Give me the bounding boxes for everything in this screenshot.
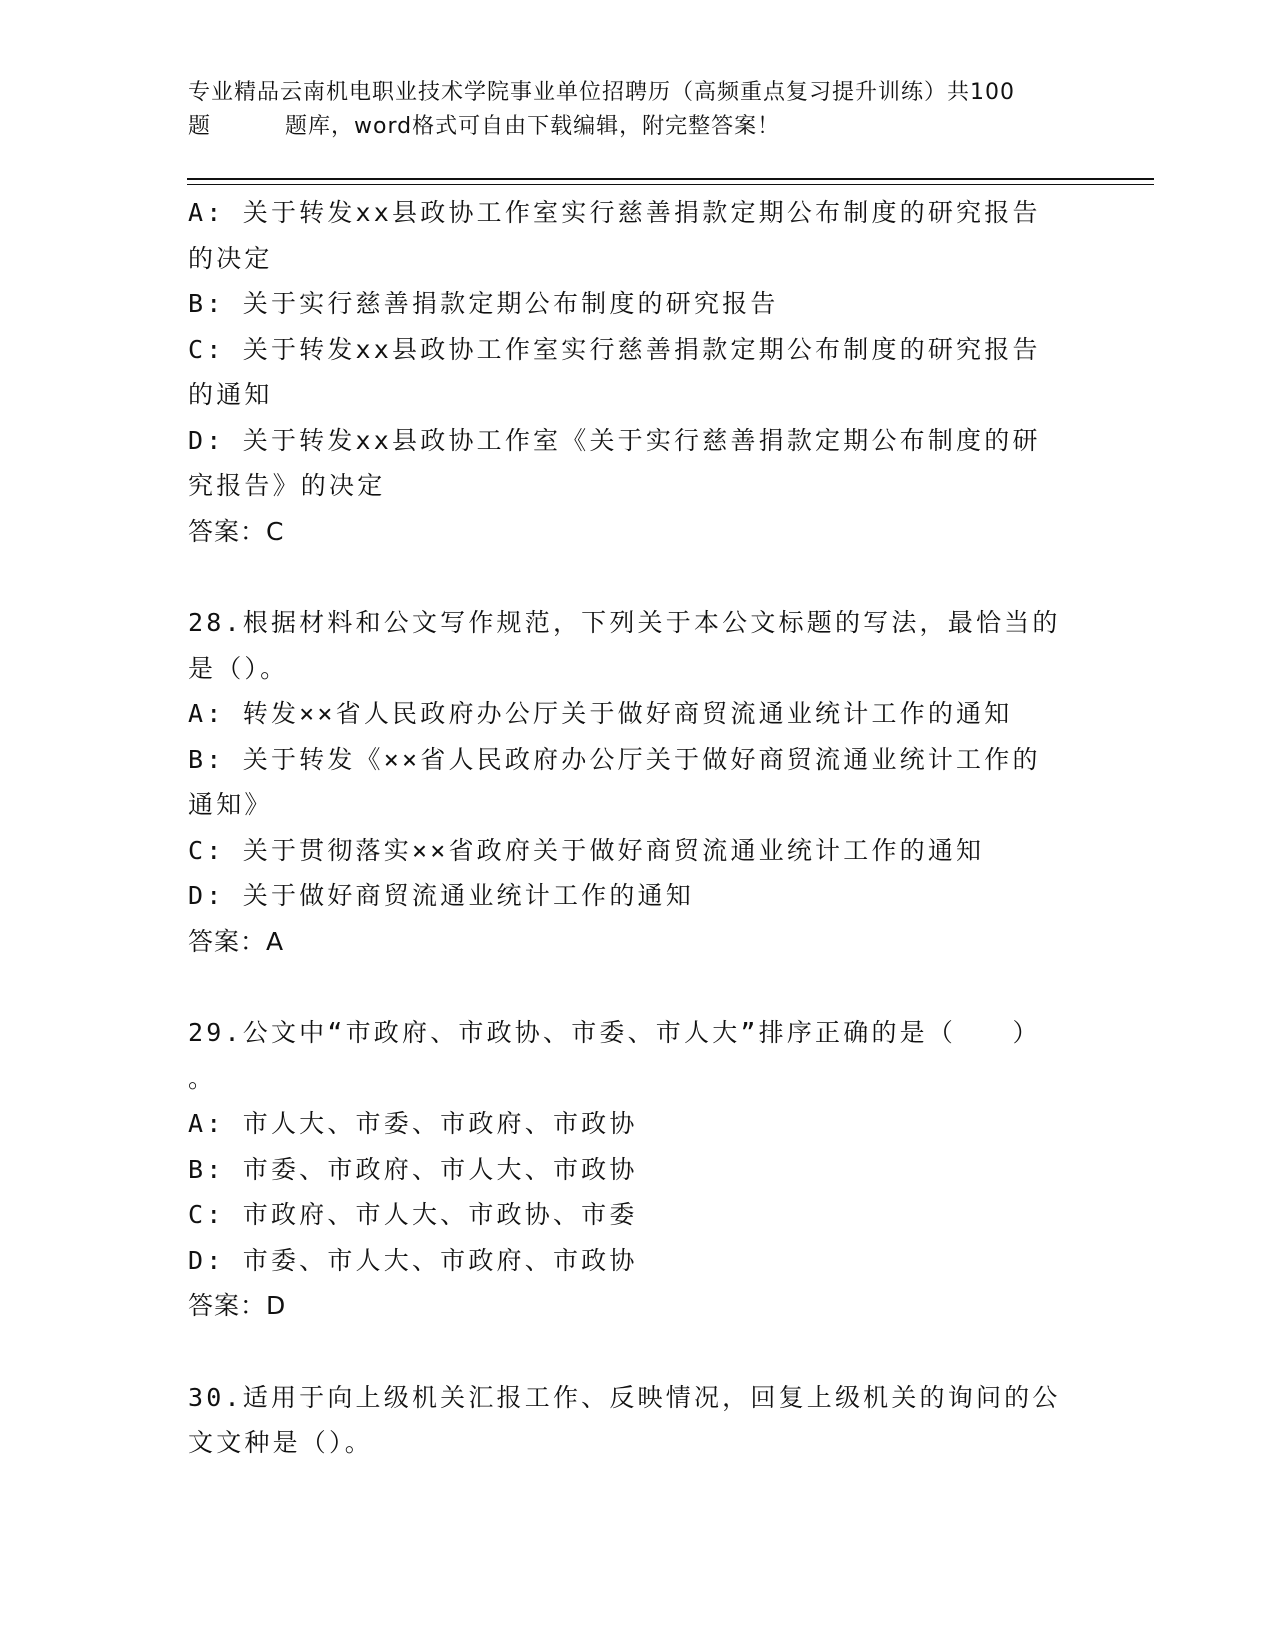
option-d: D: 关于做好商贸流通业统计工作的通知	[188, 881, 694, 910]
header-line-2	[188, 110, 1088, 144]
answer-28: 答案：A	[188, 926, 285, 956]
option-a-line-2: 的决定	[188, 243, 273, 273]
question-30-block	[188, 1375, 1078, 1466]
page-header	[188, 76, 1088, 144]
header-line-2-start: 题	[188, 114, 212, 139]
header-divider-thick	[187, 178, 1154, 180]
question-28-stem-line-2: 是（）。	[188, 653, 289, 683]
option-b-line-2: 通知》	[188, 790, 273, 819]
option-b: B: 关于实行慈善捐款定期公布制度的研究报告	[188, 289, 779, 318]
question-30-stem-line-2: 文文种是（）。	[188, 1428, 373, 1457]
option-a: A: 转发××省人民政府办公厅关于做好商贸流通业统计工作的通知	[188, 699, 1013, 728]
header-line-2-rest: 题库，word格式可自由下载编辑，附完整答案！	[285, 114, 781, 139]
question-28-block	[188, 600, 1078, 964]
option-c: C: 关于贯彻落实××省政府关于做好商贸流通业统计工作的通知	[188, 835, 985, 865]
question-27-block	[188, 190, 1078, 554]
option-c-line-2: 的通知	[188, 380, 273, 409]
spacer	[188, 1329, 1078, 1375]
option-d-line-2: 究报告》的决定	[188, 471, 386, 500]
option-b: B: 市委、市政府、市人大、市政协	[188, 1154, 638, 1184]
answer-29: 答案：D	[188, 1291, 287, 1320]
question-30-stem-line-1: 30.适用于向上级机关汇报工作、反映情况，回复上级机关的询问的公	[188, 1382, 1061, 1412]
option-a-line-1: A: 关于转发xx县政协工作室实行慈善捐款定期公布制度的研究报告	[188, 198, 1041, 227]
question-29-block	[188, 1010, 1078, 1329]
question-28-stem-line-1: 28.根据材料和公文写作规范，下列关于本公文标题的写法，最恰当的	[188, 608, 1061, 637]
question-content	[188, 190, 1078, 1466]
header-line-1: 专业精品云南机电职业技术学院事业单位招聘历（高频重点复习提升训练）共100	[188, 80, 1015, 105]
option-c-line-1: C: 关于转发xx县政协工作室实行慈善捐款定期公布制度的研究报告	[188, 334, 1041, 364]
question-29-stem-line-1: 29.公文中“市政府、市政协、市委、市人大”排序正确的是（ ）	[188, 1018, 1041, 1047]
spacer	[188, 554, 1078, 600]
option-d: D: 市委、市人大、市政府、市政协	[188, 1245, 638, 1275]
option-a: A: 市人大、市委、市政府、市政协	[188, 1109, 638, 1138]
option-d-line-1: D: 关于转发xx县政协工作室《关于实行慈善捐款定期公布制度的研	[188, 425, 1041, 455]
spacer	[188, 964, 1078, 1010]
question-29-stem-line-2: 。	[188, 1063, 217, 1093]
option-c: C: 市政府、市人大、市政协、市委	[188, 1200, 638, 1229]
header-divider-thin	[187, 184, 1154, 185]
option-b-line-1: B: 关于转发《××省人民政府办公厅关于做好商贸流通业统计工作的	[188, 744, 1041, 774]
answer-27: 答案：C	[188, 516, 285, 546]
